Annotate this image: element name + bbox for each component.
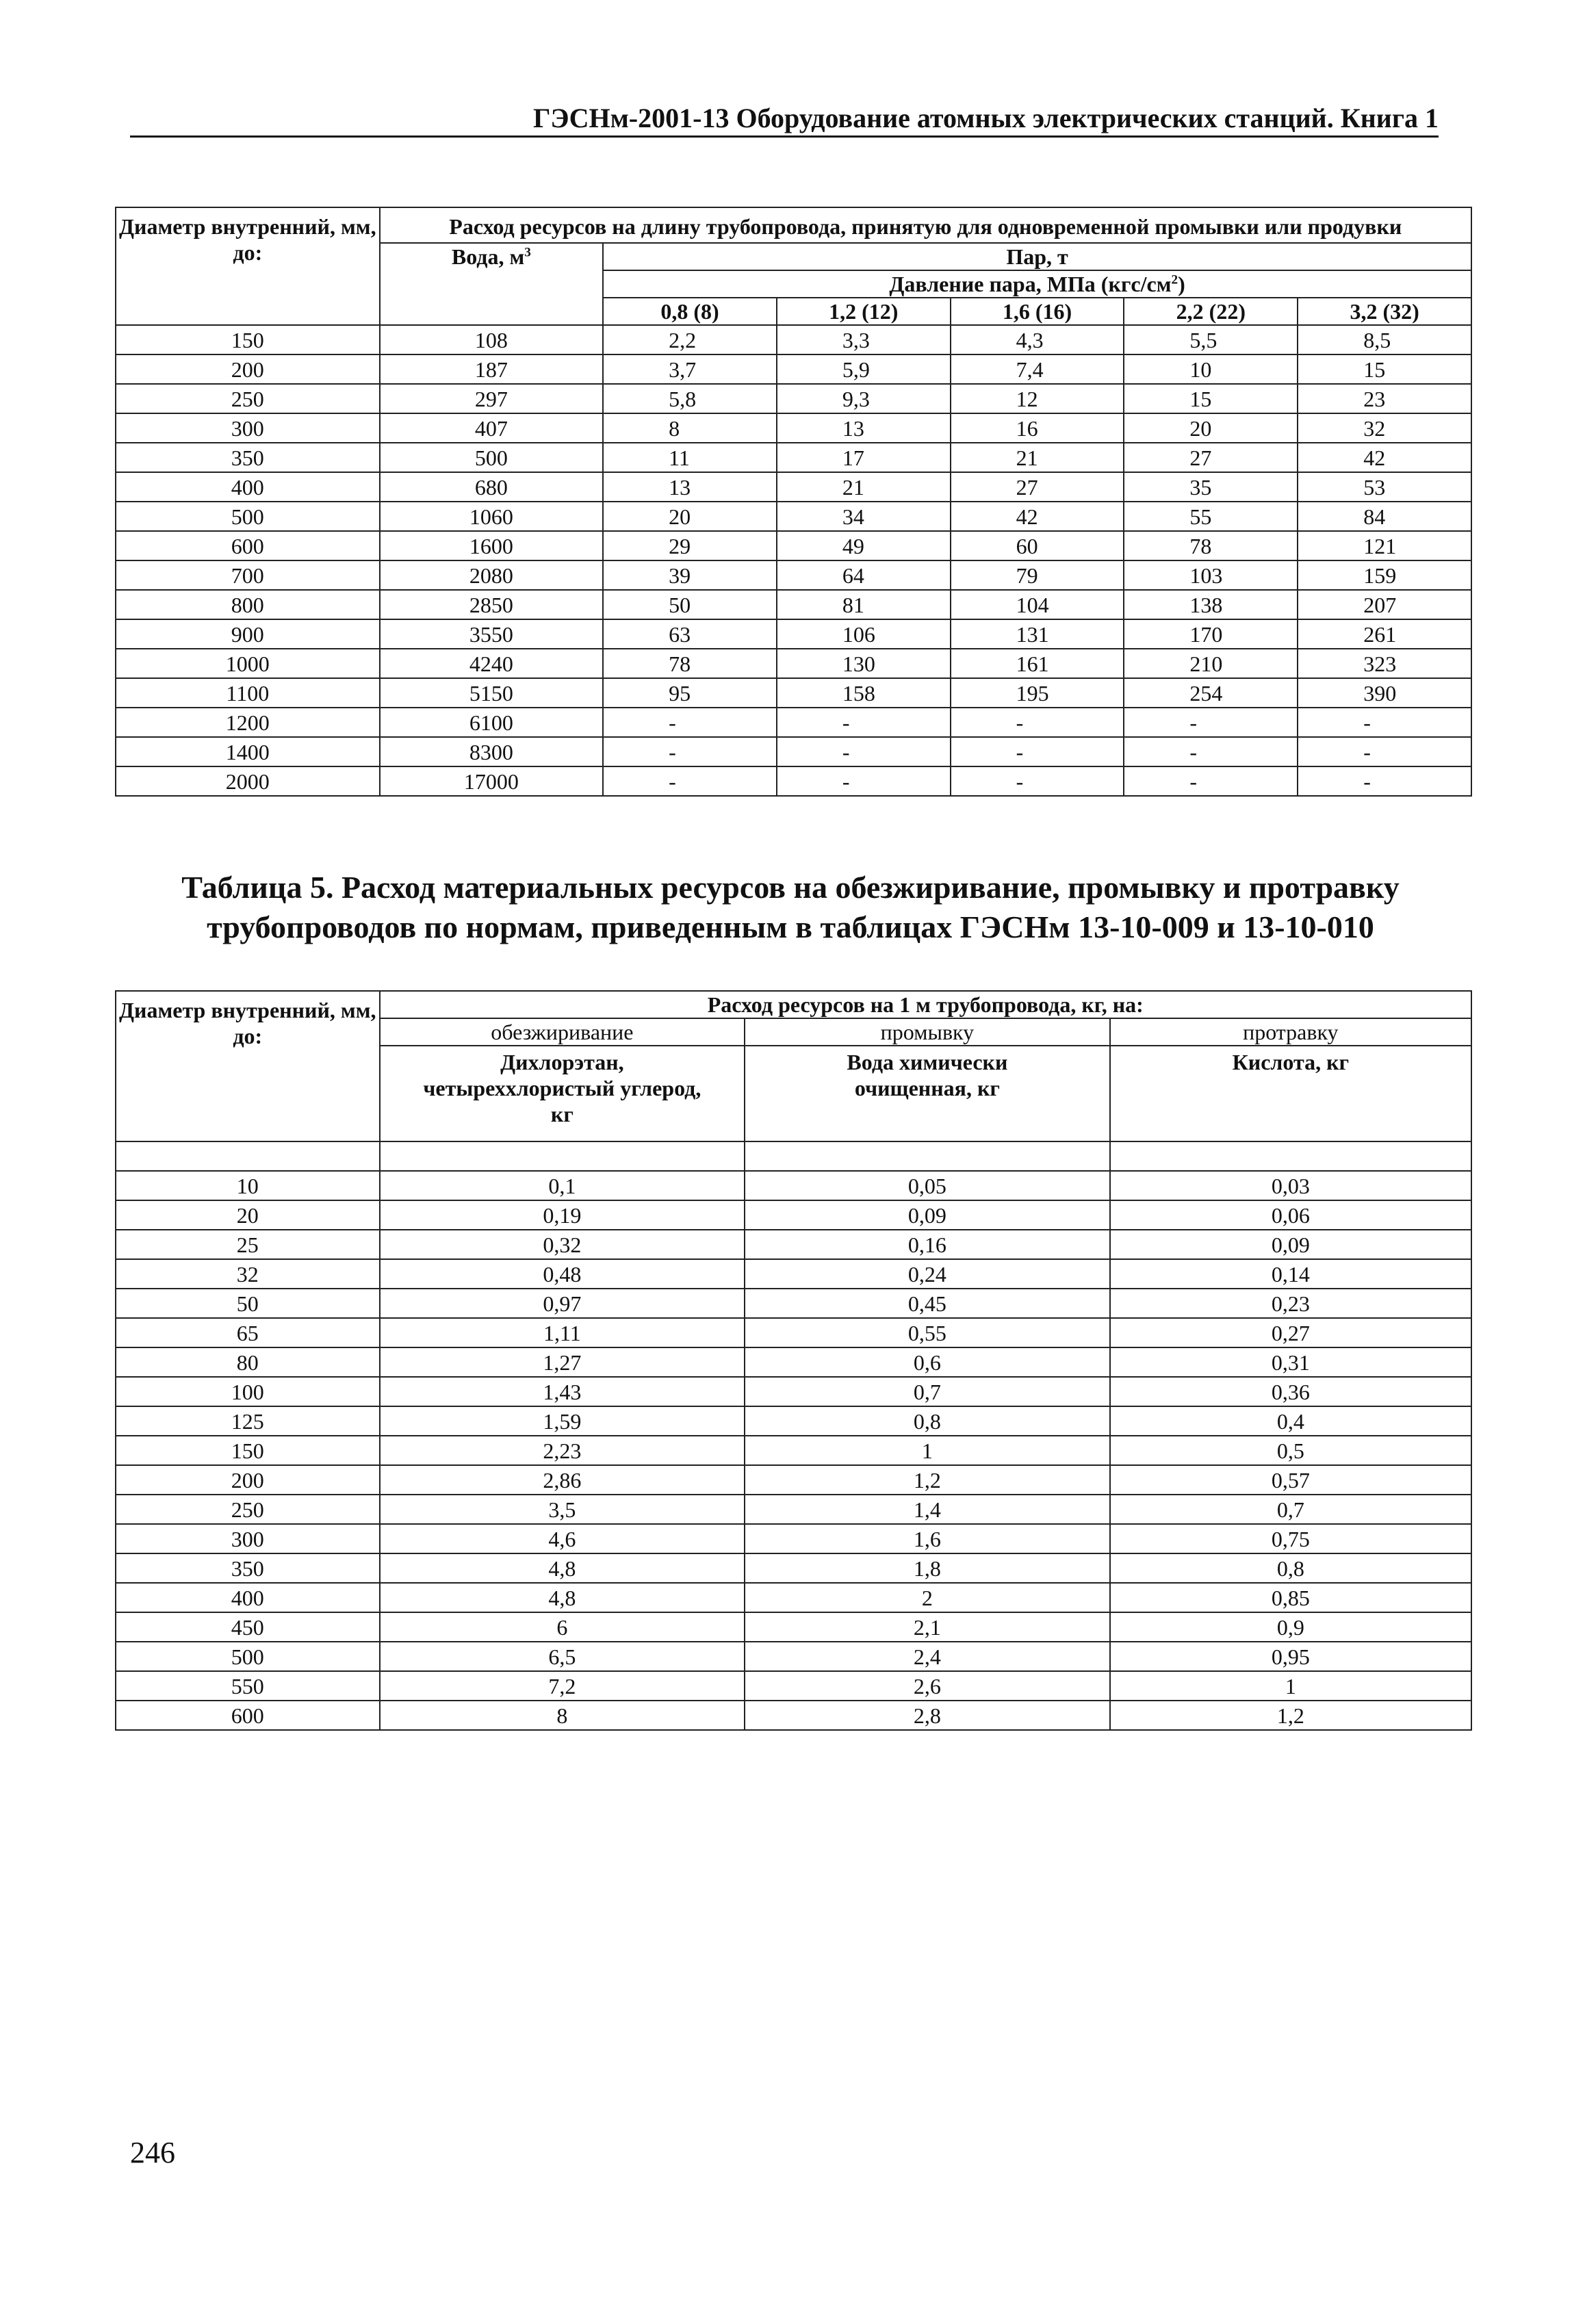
spacer-cell <box>116 1141 380 1171</box>
steam-cell: 3,7 <box>603 354 777 384</box>
steam-cell: 13 <box>603 472 777 502</box>
steam-cell: 170 <box>1124 619 1298 649</box>
table-row <box>116 1553 1471 1583</box>
degrease-cell: 4,8 <box>380 1583 745 1612</box>
etch-cell: 0,95 <box>1110 1642 1471 1671</box>
diameter-cell: 150 <box>116 1436 380 1465</box>
table-row <box>116 1671 1471 1701</box>
steam-cell: 10 <box>1124 354 1298 384</box>
running-header: ГЭСНм-2001-13 Оборудование атомных электрических станций. Книга 1 <box>130 103 1439 138</box>
sub-degrease-header: Дихлорэтан, четыреххлористый углерод, кг <box>380 1046 745 1141</box>
degrease-cell: 8 <box>380 1701 745 1730</box>
steam-cell: 16 <box>951 413 1124 443</box>
steam-cell: 7,4 <box>951 354 1124 384</box>
diameter-cell: 20 <box>116 1200 380 1230</box>
spacer-cell <box>380 1141 745 1171</box>
steam-cell: 29 <box>603 531 777 560</box>
steam-cell: 20 <box>603 502 777 531</box>
col-flush-header: промывку <box>745 1018 1109 1046</box>
flush-cell: 1,2 <box>745 1465 1109 1495</box>
page-number: 246 <box>130 2136 175 2169</box>
steam-cell: 390 <box>1298 678 1471 708</box>
flush-cell: 0,7 <box>745 1377 1109 1406</box>
diameter-cell: 1400 <box>116 737 380 766</box>
diameter-cell: 400 <box>116 1583 380 1612</box>
degrease-cell: 0,1 <box>380 1171 745 1200</box>
flush-cell: 0,45 <box>745 1289 1109 1318</box>
table-row <box>116 1289 1471 1318</box>
col-group-header: Расход ресурсов на длину трубопровода, принятую для одновременной промывки или продувки <box>380 207 1471 243</box>
steam-cell: 8,5 <box>1298 325 1471 354</box>
water-cell: 297 <box>380 384 604 413</box>
diameter-cell: 600 <box>116 1701 380 1730</box>
etch-cell: 0,27 <box>1110 1318 1471 1347</box>
diameter-cell: 500 <box>116 502 380 531</box>
degrease-cell: 6,5 <box>380 1642 745 1671</box>
steam-cell: - <box>1298 737 1471 766</box>
diameter-cell: 1100 <box>116 678 380 708</box>
table-row <box>116 1318 1471 1347</box>
table-row <box>116 1436 1471 1465</box>
steam-cell: - <box>777 766 951 796</box>
steam-cell: 55 <box>1124 502 1298 531</box>
steam-cell: 17 <box>777 443 951 472</box>
etch-cell: 1,2 <box>1110 1701 1471 1730</box>
steam-cell: 15 <box>1124 384 1298 413</box>
diameter-cell: 450 <box>116 1612 380 1642</box>
degrease-cell: 4,8 <box>380 1553 745 1583</box>
table-row <box>116 1377 1471 1406</box>
steam-cell: - <box>951 708 1124 737</box>
diameter-cell: 250 <box>116 1495 380 1524</box>
diameter-cell: 500 <box>116 1642 380 1671</box>
table-row <box>116 1495 1471 1524</box>
water-cell: 1060 <box>380 502 604 531</box>
degrease-cell: 1,59 <box>380 1406 745 1436</box>
table-row <box>116 1171 1471 1200</box>
diameter-cell: 900 <box>116 619 380 649</box>
etch-cell: 0,57 <box>1110 1465 1471 1495</box>
table-row <box>116 384 1471 413</box>
table-row <box>116 1259 1471 1289</box>
diameter-cell: 32 <box>116 1259 380 1289</box>
steam-cell: 49 <box>777 531 951 560</box>
degrease-cell: 0,32 <box>380 1230 745 1259</box>
etch-cell: 0,75 <box>1110 1524 1471 1553</box>
steam-cell: 11 <box>603 443 777 472</box>
steam-cell: 21 <box>951 443 1124 472</box>
table-row <box>116 1200 1471 1230</box>
flush-cell: 0,05 <box>745 1171 1109 1200</box>
degrease-cell: 1,11 <box>380 1318 745 1347</box>
steam-cell: 5,5 <box>1124 325 1298 354</box>
water-cell: 680 <box>380 472 604 502</box>
table-row <box>116 1406 1471 1436</box>
flush-cell: 1,8 <box>745 1553 1109 1583</box>
table-row <box>116 1230 1471 1259</box>
table-row <box>116 325 1471 354</box>
steam-cell: 121 <box>1298 531 1471 560</box>
water-cell: 3550 <box>380 619 604 649</box>
diameter-cell: 350 <box>116 1553 380 1583</box>
spacer-cell <box>1110 1141 1471 1171</box>
degrease-cell: 7,2 <box>380 1671 745 1701</box>
degrease-cell: 1,43 <box>380 1377 745 1406</box>
table5-caption: Таблица 5. Расход материальных ресурсов на обезжиривание, промывку и протравку трубопроводов по нормам, приведенным в таблицах ГЭСНм 13-10-009 и 13-10-010 <box>181 870 1400 944</box>
degrease-cell: 3,5 <box>380 1495 745 1524</box>
flush-cell: 1 <box>745 1436 1109 1465</box>
table-row <box>116 502 1471 531</box>
table-row <box>116 590 1471 619</box>
table-row <box>116 472 1471 502</box>
table-row <box>116 737 1471 766</box>
table-row <box>116 560 1471 590</box>
steam-cell: - <box>1298 708 1471 737</box>
steam-cell: - <box>1124 766 1298 796</box>
diameter-cell: 1000 <box>116 649 380 678</box>
etch-cell: 0,03 <box>1110 1171 1471 1200</box>
steam-cell: 12 <box>951 384 1124 413</box>
degrease-cell: 2,23 <box>380 1436 745 1465</box>
steam-cell: 50 <box>603 590 777 619</box>
steam-cell: 207 <box>1298 590 1471 619</box>
steam-cell: - <box>777 708 951 737</box>
diameter-cell: 600 <box>116 531 380 560</box>
table-row <box>116 1583 1471 1612</box>
table-row <box>116 354 1471 384</box>
steam-cell: - <box>603 737 777 766</box>
pressure-col: 0,8 (8) <box>603 298 777 325</box>
steam-cell: 78 <box>603 649 777 678</box>
degrease-cell: 0,48 <box>380 1259 745 1289</box>
degrease-cell: 2,86 <box>380 1465 745 1495</box>
table-row <box>116 1524 1471 1553</box>
steam-cell: 95 <box>603 678 777 708</box>
flush-cell: 2 <box>745 1583 1109 1612</box>
steam-cell: 34 <box>777 502 951 531</box>
table-row <box>116 1612 1471 1642</box>
steam-cell: 195 <box>951 678 1124 708</box>
steam-cell: 130 <box>777 649 951 678</box>
flush-cell: 0,6 <box>745 1347 1109 1377</box>
table-row <box>116 649 1471 678</box>
diameter-cell: 65 <box>116 1318 380 1347</box>
diameter-cell: 2000 <box>116 766 380 796</box>
degrease-resources-table <box>115 990 1472 1731</box>
steam-cell: 9,3 <box>777 384 951 413</box>
diameter-cell: 700 <box>116 560 380 590</box>
col-diameter-header: Диаметр внутренний, мм, до: <box>116 991 380 1141</box>
etch-cell: 0,09 <box>1110 1230 1471 1259</box>
table-row <box>116 678 1471 708</box>
table-row <box>116 1465 1471 1495</box>
diameter-cell: 200 <box>116 354 380 384</box>
table-row <box>116 531 1471 560</box>
diameter-cell: 10 <box>116 1171 380 1200</box>
steam-cell: 60 <box>951 531 1124 560</box>
water-cell: 6100 <box>380 708 604 737</box>
etch-cell: 0,06 <box>1110 1200 1471 1230</box>
steam-cell: 78 <box>1124 531 1298 560</box>
table-row <box>116 1642 1471 1671</box>
diameter-cell: 400 <box>116 472 380 502</box>
col-diameter-header: Диаметр внутренний, мм, до: <box>116 207 380 325</box>
etch-cell: 0,31 <box>1110 1347 1471 1377</box>
col-etch-header: протравку <box>1110 1018 1471 1046</box>
pressure-col: 3,2 (32) <box>1298 298 1471 325</box>
water-cell: 108 <box>380 325 604 354</box>
diameter-cell: 550 <box>116 1671 380 1701</box>
etch-cell: 1 <box>1110 1671 1471 1701</box>
steam-cell: - <box>603 766 777 796</box>
steam-cell: 84 <box>1298 502 1471 531</box>
etch-cell: 0,36 <box>1110 1377 1471 1406</box>
steam-cell: 53 <box>1298 472 1471 502</box>
water-cell: 2850 <box>380 590 604 619</box>
table-row <box>116 413 1471 443</box>
steam-cell: 23 <box>1298 384 1471 413</box>
water-cell: 4240 <box>380 649 604 678</box>
diameter-cell: 250 <box>116 384 380 413</box>
steam-cell: 5,8 <box>603 384 777 413</box>
etch-cell: 0,7 <box>1110 1495 1471 1524</box>
diameter-cell: 200 <box>116 1465 380 1495</box>
steam-cell: 323 <box>1298 649 1471 678</box>
flush-cell: 2,1 <box>745 1612 1109 1642</box>
steam-cell: 42 <box>1298 443 1471 472</box>
diameter-cell: 150 <box>116 325 380 354</box>
water-cell: 1600 <box>380 531 604 560</box>
steam-cell: 5,9 <box>777 354 951 384</box>
water-cell: 500 <box>380 443 604 472</box>
steam-cell: 3,3 <box>777 325 951 354</box>
steam-cell: 161 <box>951 649 1124 678</box>
degrease-cell: 1,27 <box>380 1347 745 1377</box>
water-cell: 2080 <box>380 560 604 590</box>
steam-cell: - <box>1124 737 1298 766</box>
steam-cell: 8 <box>603 413 777 443</box>
steam-cell: - <box>603 708 777 737</box>
table-row <box>116 708 1471 737</box>
steam-cell: 104 <box>951 590 1124 619</box>
table-row <box>116 1701 1471 1730</box>
steam-cell: 2,2 <box>603 325 777 354</box>
water-cell: 407 <box>380 413 604 443</box>
steam-cell: 131 <box>951 619 1124 649</box>
steam-cell: 158 <box>777 678 951 708</box>
steam-cell: 27 <box>1124 443 1298 472</box>
water-cell: 8300 <box>380 737 604 766</box>
pressure-col: 2,2 (22) <box>1124 298 1298 325</box>
steam-cell: - <box>1298 766 1471 796</box>
steam-cell: 13 <box>777 413 951 443</box>
water-cell: 17000 <box>380 766 604 796</box>
pressure-col: 1,6 (16) <box>951 298 1124 325</box>
diameter-cell: 80 <box>116 1347 380 1377</box>
diameter-cell: 100 <box>116 1377 380 1406</box>
diameter-cell: 300 <box>116 413 380 443</box>
steam-cell: 21 <box>777 472 951 502</box>
degrease-cell: 0,97 <box>380 1289 745 1318</box>
degrease-cell: 4,6 <box>380 1524 745 1553</box>
etch-cell: 0,9 <box>1110 1612 1471 1642</box>
steam-cell: 138 <box>1124 590 1298 619</box>
etch-cell: 0,8 <box>1110 1553 1471 1583</box>
col-group-header: Расход ресурсов на 1 м трубопровода, кг, на: <box>380 991 1471 1018</box>
etch-cell: 0,14 <box>1110 1259 1471 1289</box>
diameter-cell: 50 <box>116 1289 380 1318</box>
steam-cell: 210 <box>1124 649 1298 678</box>
col-pressure-header: Давление пара, МПа $(кгс/см^2)$ <box>603 270 1471 298</box>
diameter-cell: 300 <box>116 1524 380 1553</box>
flush-cell: 0,8 <box>745 1406 1109 1436</box>
degrease-cell: 0,19 <box>380 1200 745 1230</box>
steam-cell: 20 <box>1124 413 1298 443</box>
steam-cell: 35 <box>1124 472 1298 502</box>
etch-cell: 0,23 <box>1110 1289 1471 1318</box>
steam-cell: 64 <box>777 560 951 590</box>
diameter-cell: 800 <box>116 590 380 619</box>
pressure-col: 1,2 (12) <box>777 298 951 325</box>
steam-cell: 81 <box>777 590 951 619</box>
steam-cell: 261 <box>1298 619 1471 649</box>
etch-cell: 0,85 <box>1110 1583 1471 1612</box>
sub-etch-header: Кислота, кг <box>1110 1046 1471 1141</box>
steam-cell: 103 <box>1124 560 1298 590</box>
flush-cell: 1,4 <box>745 1495 1109 1524</box>
degrease-cell: 6 <box>380 1612 745 1642</box>
steam-cell: 63 <box>603 619 777 649</box>
etch-cell: 0,5 <box>1110 1436 1471 1465</box>
steam-cell: 79 <box>951 560 1124 590</box>
steam-cell: 254 <box>1124 678 1298 708</box>
water-cell: 187 <box>380 354 604 384</box>
table-row <box>116 1347 1471 1377</box>
flush-cell: 2,8 <box>745 1701 1109 1730</box>
steam-cell: 159 <box>1298 560 1471 590</box>
etch-cell: 0,4 <box>1110 1406 1471 1436</box>
flush-resources-table <box>115 207 1472 797</box>
table-row <box>116 766 1471 796</box>
steam-cell: - <box>1124 708 1298 737</box>
flush-cell: 0,24 <box>745 1259 1109 1289</box>
diameter-cell: 25 <box>116 1230 380 1259</box>
flush-cell: 0,09 <box>745 1200 1109 1230</box>
col-degrease-header: обезжиривание <box>380 1018 745 1046</box>
steam-cell: - <box>951 766 1124 796</box>
steam-cell: 106 <box>777 619 951 649</box>
diameter-cell: 1200 <box>116 708 380 737</box>
water-cell: 5150 <box>380 678 604 708</box>
steam-cell: 15 <box>1298 354 1471 384</box>
diameter-cell: 125 <box>116 1406 380 1436</box>
col-water-header: Вода, $м^3$ <box>380 243 604 325</box>
steam-cell: 39 <box>603 560 777 590</box>
flush-cell: 2,6 <box>745 1671 1109 1701</box>
flush-cell: 0,16 <box>745 1230 1109 1259</box>
steam-cell: 42 <box>951 502 1124 531</box>
flush-cell: 0,55 <box>745 1318 1109 1347</box>
diameter-cell: 350 <box>116 443 380 472</box>
steam-cell: 4,3 <box>951 325 1124 354</box>
table-row <box>116 619 1471 649</box>
steam-cell: - <box>777 737 951 766</box>
steam-cell: 27 <box>951 472 1124 502</box>
spacer-cell <box>745 1141 1109 1171</box>
flush-cell: 2,4 <box>745 1642 1109 1671</box>
sub-flush-header: Вода химически очищенная, кг <box>745 1046 1109 1141</box>
flush-cell: 1,6 <box>745 1524 1109 1553</box>
table-row <box>116 443 1471 472</box>
steam-cell: - <box>951 737 1124 766</box>
col-steam-header: Пар, т <box>603 243 1471 270</box>
steam-cell: 32 <box>1298 413 1471 443</box>
